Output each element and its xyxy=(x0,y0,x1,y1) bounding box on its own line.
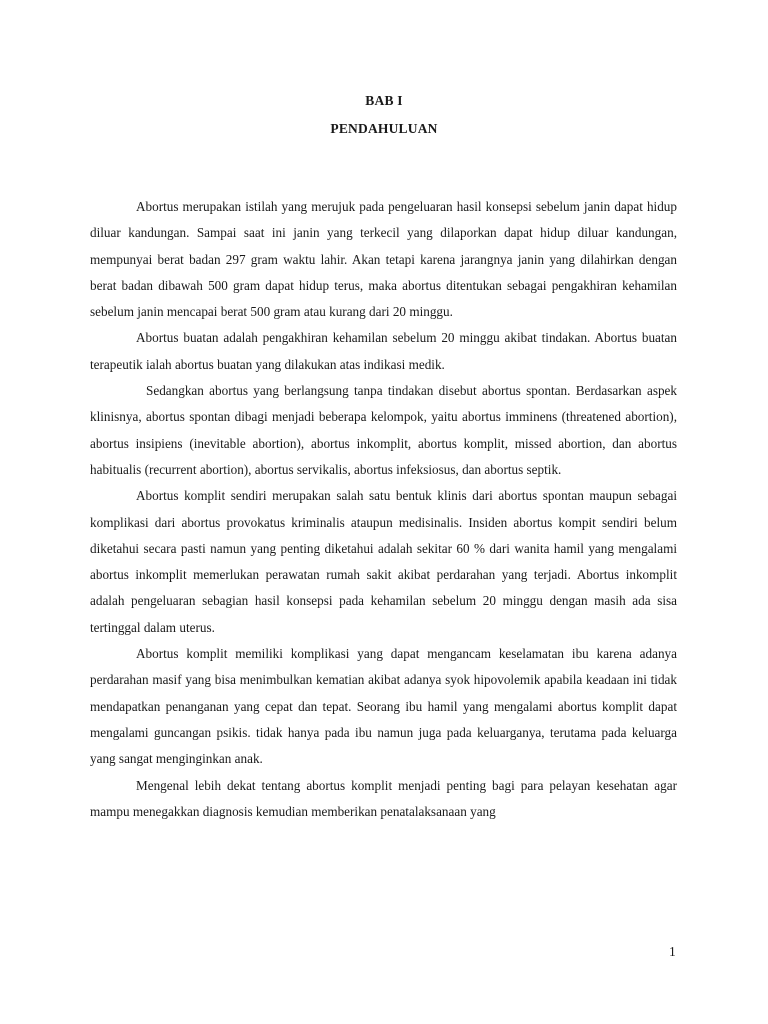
chapter-heading: BAB I xyxy=(365,93,403,108)
page-number: 1 xyxy=(669,944,676,959)
paragraph-2: Abortus buatan adalah pengakhiran kehamilan sebelum 20 minggu akibat tindakan. Abortus buatan terapeutik ialah abortus buatan yang dilakukan atas indikasi medik. xyxy=(90,330,677,372)
paragraph-4: Abortus komplit sendiri merupakan salah satu bentuk klinis dari abortus spontan maupun sebagai komplikasi dari abortus provokatus kriminalis ataupun medisinalis. Insiden abortus kompit sendiri belum diketahui secara pasti namun yang penting diketahui adalah sekitar 60 % dari wanita hamil yang mengalami abortus inkomplit memerlukan perawatan rumah sakit akibat perdarahan yang terjadi. Abortus inkomplit adalah pengeluaran sebagian hasil konsepsi pada kehamilan sebelum 20 minggu dengan masih ada sisa tertinggal dalam uterus. xyxy=(90,488,677,635)
chapter-title: PENDAHULUAN xyxy=(330,121,438,136)
paragraph-6: Mengenal lebih dekat tentang abortus komplit menjadi penting bagi para pelayan kesehatan agar mampu menegakkan diagnosis kemudian memberikan penatalaksanaan yang xyxy=(90,777,677,819)
paragraph-1: Abortus merupakan istilah yang merujuk pada pengeluaran hasil konsepsi sebelum janin dapat hidup diluar kandungan. Sampai saat ini janin yang terkecil yang dilaporkan dapat hidup diluar kandungan, mempunyai berat badan 297 gram waktu lahir. Akan tetapi karena jarangnya janin yang dilahirkan dengan berat badan dibawah 500 gram dapat hidup terus, maka abortus ditentukan sebagai pengakhiran kehamilan sebelum janin mencapai berat 500 gram atau kurang dari 20 minggu. xyxy=(90,199,677,320)
paragraph-5: Abortus komplit memiliki komplikasi yang dapat mengancam keselamatan ibu karena adanya perdarahan masif yang bisa menimbulkan kematian akibat adanya syok hipovolemik apabila keadaan ini tidak mendapatkan penanganan yang cepat dan tepat. Seorang ibu hamil yang mengalami abortus komplit dapat mengalami guncangan psikis. tidak hanya pada ibu namun juga pada keluarganya, terutama pada keluarga yang sangat menginginkan anak. xyxy=(90,646,677,767)
body-text xyxy=(90,194,677,825)
paragraph-3: Sedangkan abortus yang berlangsung tanpa tindakan disebut abortus spontan. Berdasarkan aspek klinisnya, abortus spontan dibagi menjadi beberapa kelompok, yaitu abortus imminens (threatened abortion), abortus insipiens (inevitable abortion), abortus inkomplit, abortus komplit, missed abortion, dan abortus habitualis (recurrent abortion), abortus servikalis, abortus infeksiosus, dan abortus septik. xyxy=(90,383,677,477)
